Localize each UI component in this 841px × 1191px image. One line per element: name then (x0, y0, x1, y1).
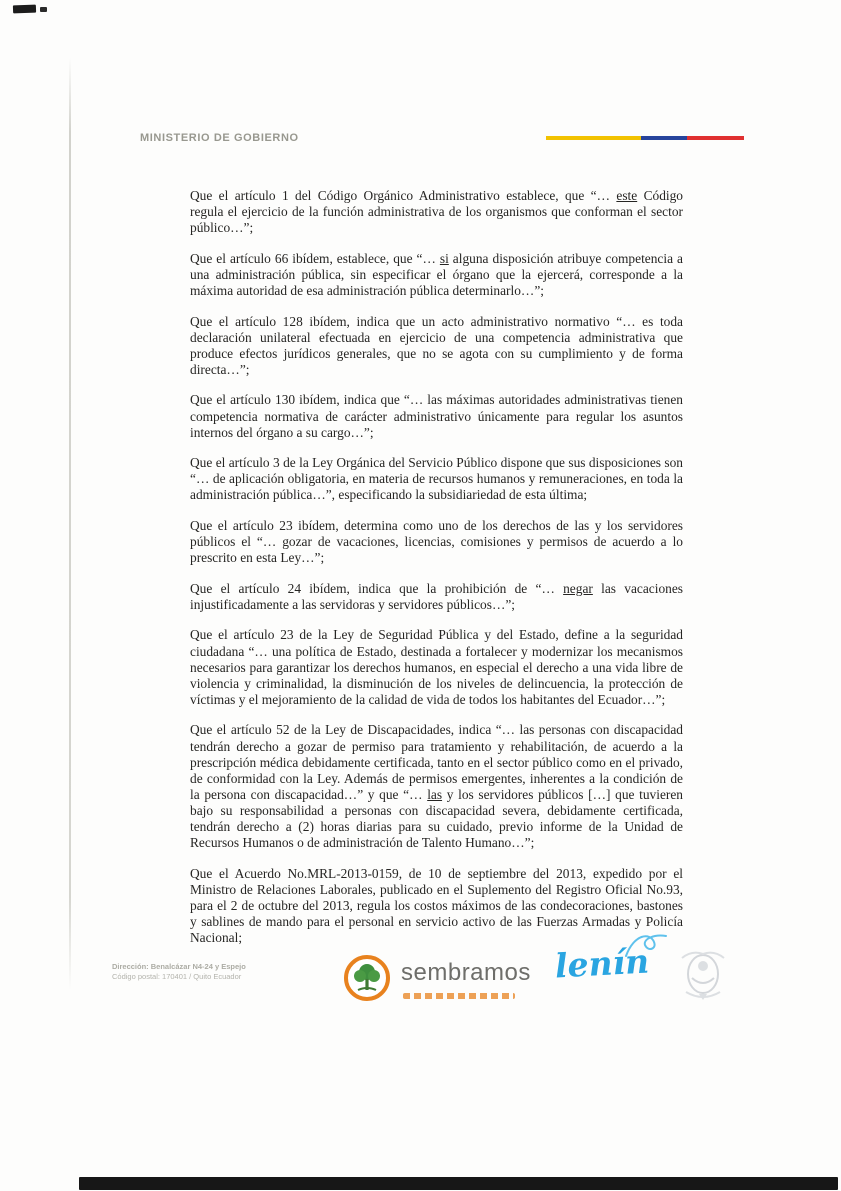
text-segment: Que el artículo 23 de la Ley de Seguridad Pública y del Estado, define a la seguridad ciudadana “… una política de Estado, destinada a fortalecer y modernizar los mecanismos necesarios para garantizar los derechos humanos, en especial el derecho a una vida libre de violencia y criminalidad, la disminución de los niveles de delincuencia, la protección de víctimas y el mejoramiento de la calidad de vida de todos los habitantes del Ecuador…”; (190, 627, 683, 707)
flag-red-segment (687, 136, 744, 140)
scan-artifact-top-mark (13, 5, 36, 14)
paragraph (190, 866, 683, 946)
sembramos-wordmark: sembramos (401, 959, 531, 986)
paragraph (190, 392, 683, 440)
paragraph (190, 581, 683, 613)
paragraph (190, 188, 683, 236)
paragraph (190, 251, 683, 299)
document-body (190, 188, 683, 961)
flag-yellow-segment (546, 136, 641, 140)
sembramos-tree-icon (344, 955, 390, 1001)
paragraph (190, 518, 683, 566)
text-segment: Que el artículo 3 de la Ley Orgánica del Servicio Público dispone que sus disposiciones son “… de aplicación obligatoria, en materia de recursos humanos y remuneraciones, en toda la administración pública…”, especificando la subsidiariedad de esta última; (190, 455, 683, 503)
paragraph (190, 722, 683, 851)
underlined-text-segment: si (439, 250, 449, 266)
text-segment: Que el Acuerdo No.MRL-2013-0159, de 10 de septiembre del 2013, expedido por el Ministro de Relaciones Laborales, publicado en el Suplemento del Registro Oficial No.93, para el 2 de octubre del 2013, regula los costos máximos de las condecoraciones, bastones y sablines de mando para el personal en servicio activo de las Fuerzas Armadas y Policía Nacional; (190, 865, 683, 946)
underlined-text-segment: negar (563, 580, 593, 596)
text-segment: y los servidores públicos […] que tuvieren bajo su responsabilidad a personas con discapacidad severa, debidamente certificada, tendrán derecho a (2) horas diarias para su cuidado, previo informe de la Unidad de Recursos Humanos o de administración de Talento Humano…”; (190, 786, 683, 851)
paragraph (190, 455, 683, 503)
text-segment: Que el artículo 66 ibídem, establece, que “… (190, 250, 440, 266)
scan-artifact-top-mark-small (40, 7, 47, 12)
text-segment: Que el artículo 24 ibídem, indica que la prohibición de “… (190, 580, 564, 596)
underlined-text-segment: las (427, 786, 443, 802)
paragraph (190, 627, 683, 707)
lenin-signature: lenín (554, 941, 651, 986)
logo-subtext-cropped (403, 993, 515, 999)
coat-of-arms-icon (672, 944, 734, 1011)
ecuador-flag-line (546, 136, 744, 140)
text-segment: las vacaciones injustificadamente a las servidoras y servidores públicos…”; (190, 580, 683, 612)
scan-artifact-bottom-bar (79, 1177, 838, 1190)
text-segment: Que el artículo 52 de la Ley de Discapacidades, indica “… las personas con discapacidad tendrán derecho a gozar de permiso para tratamiento y rehabilitación, de acuerdo a la prescripción médica debidamente certificada, tanto en el sector público como en el privado, de conformidad con la Ley. Además de permisos emergentes, inherentes a la condición de la persona con discapacidad…” y que “… (190, 722, 683, 802)
text-segment: alguna disposición atribuye competencia a una administración pública, sin especificar el órgano que la ejercerá, corresponde a la máxima autoridad de esa administración pública determinarlo…”; (190, 250, 683, 298)
underlined-text-segment: este (616, 188, 638, 203)
scan-edge-shadow (69, 58, 71, 990)
text-segment: Que el artículo 1 del Código Orgánico Administrativo establece, que “… (190, 188, 617, 203)
footer-address (112, 962, 282, 981)
footer-address-line1: Dirección: Benalcázar N4-24 y Espejo (112, 962, 246, 971)
flag-blue-segment (641, 136, 687, 140)
text-segment: Código regula el ejercicio de la función administrativa de los organismos que conforman el sector público…”; (190, 188, 684, 236)
paragraph (190, 314, 683, 378)
text-segment: Que el artículo 128 ibídem, indica que un acto administrativo normativo “… es toda declaración unilateral efectuada en ejercicio de una competencia administrativa que produce efectos jurídicos generales, que no se agota con su cumplimiento y de forma directa…”; (190, 313, 683, 377)
text-segment: Que el artículo 130 ibídem, indica que “… las máximas autoridades administrativas tienen competencia normativa de carácter administrativo únicamente para regular los asuntos internos del órgano a su cargo…”; (190, 392, 683, 440)
ministry-title: MINISTERIO DE GOBIERNO (140, 132, 299, 144)
footer-address-line2: Código postal: 170401 / Quito Ecuador (112, 971, 242, 981)
signature-flourish-icon (624, 930, 674, 965)
text-segment: Que el artículo 23 ibídem, determina como uno de los derechos de las y los servidores públicos el “… gozar de vacaciones, licencias, comisiones y permisos de acuerdo a lo prescrito en esta Ley…”; (190, 518, 683, 566)
